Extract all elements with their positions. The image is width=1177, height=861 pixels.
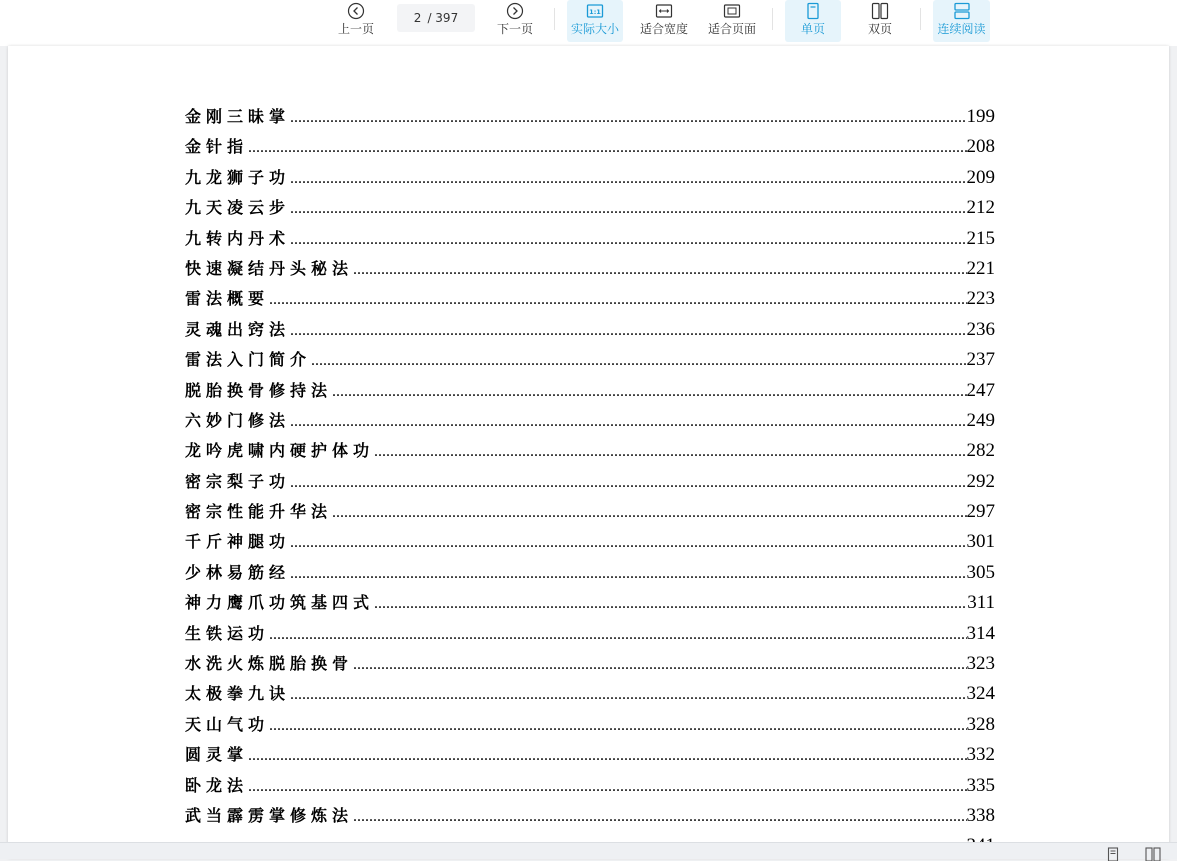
- continuous-reading-icon: [953, 2, 971, 20]
- toc-entry-page-number: 332: [966, 744, 995, 766]
- toc-entry-title: 太极拳九诀: [185, 684, 291, 704]
- toc-dot-leader: [332, 377, 966, 407]
- double-page-icon: [871, 2, 889, 20]
- double-page-view-icon[interactable]: [1145, 847, 1161, 861]
- actual-size-label: 实际大小: [570, 22, 619, 36]
- fit-page-label: 适合页面: [707, 22, 756, 36]
- toc-entry-page-number: 199: [966, 106, 995, 127]
- toc-entry[interactable]: [185, 649, 995, 679]
- toc-entry-title: 密宗梨子功: [185, 471, 291, 491]
- toc-entry[interactable]: [185, 132, 995, 162]
- toc-entry-page-number: 311: [967, 592, 995, 614]
- toc-entry-page-number: 212: [966, 197, 995, 219]
- toc-entry-page-number: 249: [966, 409, 995, 431]
- toc-dot-leader: [374, 589, 967, 619]
- toc-entry-title: 圆灵掌: [185, 745, 249, 765]
- double-page-button[interactable]: [856, 0, 904, 42]
- toolbar: [0, 0, 1177, 46]
- toc-entry-title: 龙吟虎啸内硬护体功: [185, 441, 375, 461]
- chevron-left-circle-icon: [347, 2, 365, 20]
- toc-entry[interactable]: [185, 406, 995, 436]
- next-page-label: 下一页: [496, 22, 533, 36]
- toc-entry[interactable]: [185, 740, 995, 770]
- toc-entry[interactable]: [185, 193, 995, 223]
- single-page-icon: [804, 2, 822, 20]
- toc-entry-page-number: 328: [966, 713, 995, 735]
- toolbar-divider: [772, 8, 773, 30]
- toc-entry[interactable]: [185, 224, 995, 254]
- continuous-reading-label: 连续阅读: [937, 22, 986, 36]
- toc-dot-leader: [353, 802, 966, 832]
- chevron-right-circle-icon: [506, 2, 524, 20]
- toc-entry-title: 快速凝结丹头秘法: [185, 258, 354, 278]
- toc-dot-leader: [248, 741, 966, 771]
- table-of-contents: [185, 102, 995, 858]
- toc-dot-leader: [290, 194, 966, 224]
- toc-entry[interactable]: [185, 588, 995, 618]
- toc-entry-title: 金刚三昧掌: [185, 107, 291, 126]
- double-page-label: 双页: [867, 22, 892, 36]
- toc-entry-title: 生铁运功: [185, 623, 270, 643]
- total-pages: / 397: [427, 11, 459, 25]
- toc-entry-page-number: 314: [966, 622, 995, 644]
- toc-dot-leader: [290, 164, 966, 194]
- toc-dot-leader: [374, 437, 966, 467]
- toolbar-divider: [554, 8, 555, 30]
- toc-dot-leader: [248, 133, 966, 163]
- toc-dot-leader: [269, 711, 966, 741]
- toc-entry[interactable]: [185, 497, 995, 527]
- toc-entry-title: 卧龙法: [185, 775, 249, 795]
- toc-entry[interactable]: [185, 710, 995, 740]
- toc-entry[interactable]: [185, 254, 995, 284]
- fit-page-button[interactable]: [705, 0, 759, 42]
- toc-dot-leader: [290, 225, 966, 255]
- toc-entry-title: 九转内丹术: [185, 228, 291, 248]
- toc-entry-title: 神力鹰爪功筑基四式: [185, 593, 375, 613]
- fit-width-button[interactable]: [637, 0, 691, 42]
- single-page-label: 单页: [800, 22, 825, 36]
- toc-dot-leader: [311, 346, 966, 376]
- toc-entry[interactable]: [185, 679, 995, 709]
- toc-entry-title: 六妙门修法: [185, 410, 291, 430]
- toc-entry[interactable]: [185, 527, 995, 557]
- toc-entry-page-number: 237: [966, 349, 995, 371]
- fit-width-label: 适合宽度: [639, 22, 688, 36]
- document-page: [8, 46, 1169, 858]
- toc-dot-leader: [353, 650, 966, 680]
- toc-entry[interactable]: [185, 376, 995, 406]
- toc-entry-page-number: 221: [966, 257, 995, 279]
- toc-entry-title: 千斤神腿功: [185, 532, 291, 552]
- toc-entry-page-number: 208: [966, 136, 995, 158]
- status-bar: [0, 842, 1177, 859]
- actual-size-icon: [586, 2, 604, 20]
- toc-entry-title: 九天凌云步: [185, 198, 291, 218]
- toc-dot-leader: [248, 772, 966, 802]
- toc-entry[interactable]: [185, 467, 995, 497]
- toc-entry-page-number: 282: [966, 440, 995, 462]
- actual-size-button[interactable]: [567, 0, 623, 42]
- toc-entry[interactable]: [185, 619, 995, 649]
- toc-entry-page-number: 338: [966, 804, 995, 826]
- toc-entry[interactable]: [185, 315, 995, 345]
- toc-entry-page-number: 335: [966, 774, 995, 796]
- toc-dot-leader: [290, 528, 966, 558]
- toc-entry[interactable]: [185, 558, 995, 588]
- single-page-button[interactable]: [785, 0, 841, 42]
- toc-dot-leader: [290, 680, 966, 710]
- fit-page-icon: [723, 2, 741, 20]
- toc-dot-leader: [269, 620, 966, 650]
- toc-dot-leader: [290, 559, 966, 589]
- toc-entry-page-number: 323: [966, 653, 995, 675]
- toc-entry[interactable]: [185, 284, 995, 314]
- toc-dot-leader: [353, 255, 966, 285]
- toolbar-divider: [920, 8, 921, 30]
- toc-entry[interactable]: [185, 801, 995, 831]
- toc-dot-leader: [290, 316, 966, 346]
- toc-entry-page-number: 247: [966, 379, 995, 401]
- toc-entry-title: 雷法入门简介: [185, 350, 312, 370]
- toc-entry-page-number: 292: [966, 470, 995, 492]
- toc-dot-leader: [290, 103, 966, 133]
- single-page-view-icon[interactable]: [1106, 847, 1120, 861]
- page-number-box[interactable]: [397, 4, 475, 32]
- toc-entry-page-number: 209: [966, 166, 995, 188]
- toc-entry-title: 密宗性能升华法: [185, 502, 333, 522]
- continuous-reading-button[interactable]: [933, 0, 990, 42]
- toc-entry[interactable]: [185, 345, 995, 375]
- toc-entry-title: 天山气功: [185, 714, 270, 734]
- toc-entry[interactable]: [185, 163, 995, 193]
- prev-page-button[interactable]: [335, 0, 377, 42]
- toc-dot-leader: [332, 498, 966, 528]
- toc-entry-page-number: 236: [966, 318, 995, 340]
- toc-entry-title: 金针指: [185, 137, 249, 157]
- svg-text:1:1: 1:1: [589, 8, 601, 16]
- toc-entry-page-number: 223: [966, 288, 995, 310]
- toc-entry-title: 脱胎换骨修持法: [185, 380, 333, 400]
- toc-dot-leader: [290, 468, 966, 498]
- current-page-input[interactable]: 2: [413, 11, 422, 25]
- toc-entry[interactable]: [185, 771, 995, 801]
- fit-width-icon: [655, 2, 673, 20]
- toc-entry-page-number: 297: [966, 501, 995, 523]
- toc-entry-title: 灵魂出窍法: [185, 319, 291, 339]
- toc-entry-page-number: 324: [966, 683, 995, 705]
- toc-entry-title: 雷法概要: [185, 289, 270, 309]
- toc-entry-title: 武当霹雳掌修炼法: [185, 805, 354, 825]
- toc-entry-title: 少林易筋经: [185, 562, 291, 582]
- toc-entry-page-number: 215: [966, 227, 995, 249]
- toc-entry-title: 水洗火炼脱胎换骨: [185, 654, 354, 674]
- toc-entry-title: 九龙狮子功: [185, 167, 291, 187]
- toc-dot-leader: [269, 285, 966, 315]
- toc-entry-page-number: 305: [966, 561, 995, 583]
- toc-entry[interactable]: [185, 102, 995, 132]
- toc-entry[interactable]: [185, 436, 995, 466]
- toc-dot-leader: [290, 407, 966, 437]
- toc-entry-page-number: 301: [966, 531, 995, 553]
- prev-page-label: 上一页: [337, 22, 374, 36]
- next-page-button[interactable]: [494, 0, 536, 42]
